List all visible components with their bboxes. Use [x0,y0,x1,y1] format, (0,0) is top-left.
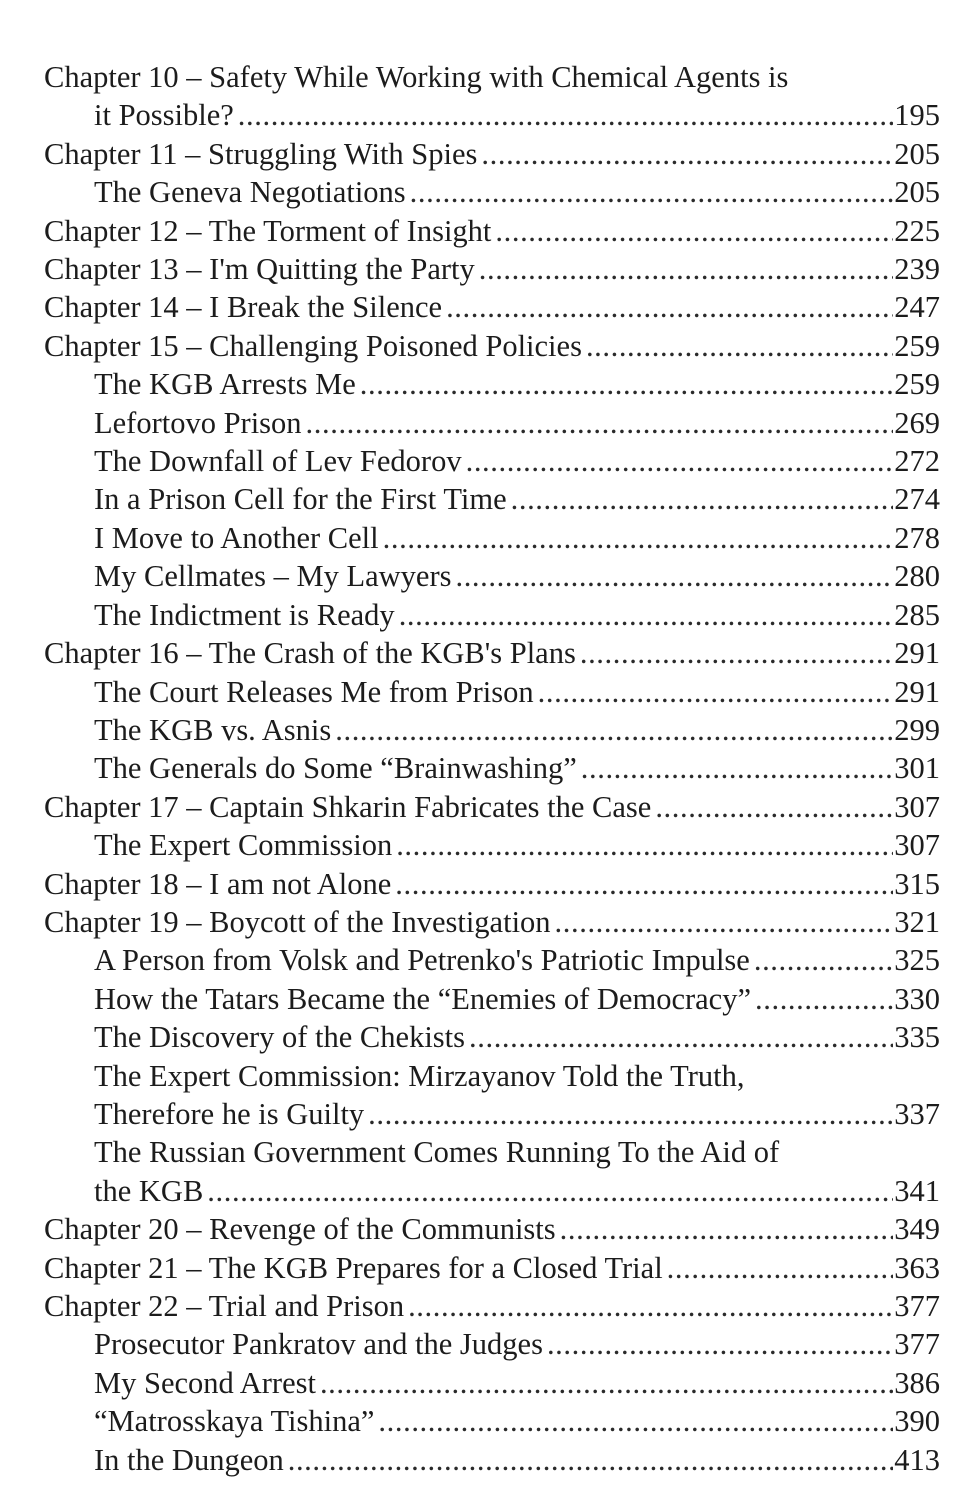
toc-subentry [44,1018,940,1056]
toc-chapter-entry [44,788,940,826]
dot-leader [408,1287,893,1325]
toc-subentry [44,404,940,442]
toc-subentry [44,826,940,864]
entry-title: The KGB Arrests Me [94,367,356,402]
toc-chapter-entry [44,1210,940,1248]
toc-chapter-entry [44,135,940,173]
entry-title: The Indictment is Ready [94,597,395,632]
toc-subentry [44,673,940,711]
entry-title: The Expert Commission [94,828,393,863]
page-number: 363 [894,1250,940,1285]
entry-title: How the Tatars Became the “Enemies of Democracy” [94,981,752,1016]
dot-leader [383,519,894,557]
page-number: 205 [894,175,940,210]
toc-subentry [44,711,940,749]
page-number: 390 [894,1404,940,1439]
page-number: 337 [894,1096,940,1131]
dot-leader [410,173,894,211]
entry-title: Chapter 11 – Struggling With Spies [44,136,478,171]
entry-title: The KGB vs. Asnis [94,712,332,747]
page-number: 259 [894,367,940,402]
toc-subentry [44,980,940,1018]
entry-title: A Person from Volsk and Petrenko's Patriotic Impulse [94,943,750,978]
dot-leader [586,327,893,365]
toc-subentry [44,1133,940,1210]
dot-leader [547,1325,893,1363]
entry-title: Chapter 20 – Revenge of the Communists [44,1212,556,1247]
page-number: 301 [894,751,940,786]
entry-title: Chapter 21 – The KGB Prepares for a Closed Trial [44,1250,663,1285]
entry-title-continuation: the KGB [94,1173,204,1208]
entry-title: The Discovery of the Chekists [94,1020,466,1055]
entry-title: The Geneva Negotiations [94,175,406,210]
table-of-contents [44,58,940,1479]
dot-leader [399,596,894,634]
entry-title: The Court Releases Me from Prison [94,674,534,709]
dot-leader [469,1018,893,1056]
toc-chapter-entry [44,903,940,941]
dot-leader [378,1402,893,1440]
entry-title: My Second Arrest [94,1365,316,1400]
entry-title: “Matrosskaya Tishina” [94,1404,375,1439]
entry-title: The Generals do Some “Brainwashing” [94,751,577,786]
toc-subentry [44,557,940,595]
dot-leader [288,1441,894,1479]
entry-title: My Cellmates – My Lawyers [94,559,452,594]
page-number: 205 [894,136,940,171]
entry-title: In the Dungeon [94,1442,284,1477]
page-number: 413 [894,1442,940,1477]
entry-title: The Russian Government Comes Running To the Aid of [94,1135,780,1170]
entry-title: Chapter 16 – The Crash of the KGB's Plans [44,636,576,671]
toc-subentry [44,1325,940,1363]
page-number: 349 [894,1212,940,1247]
page-number: 247 [894,290,940,325]
entry-title: Chapter 17 – Captain Shkarin Fabricates the Case [44,789,652,824]
entry-title: Chapter 14 – I Break the Silence [44,290,443,325]
entry-title: Chapter 22 – Trial and Prison [44,1289,405,1323]
page-number: 259 [894,328,940,363]
dot-leader [667,1249,894,1287]
dot-leader [238,96,893,134]
page-number: 291 [894,674,940,709]
dot-leader [455,557,893,595]
entry-title: Lefortovo Prison [94,405,302,440]
dot-leader [481,135,893,173]
entry-title: I Move to Another Cell [94,520,379,555]
dot-leader [580,634,893,672]
toc-chapter-entry [44,634,940,672]
dot-leader [446,288,893,326]
toc-subentry [44,596,940,634]
page-number: 299 [894,712,940,747]
toc-chapter-entry [44,58,940,135]
entry-title: Chapter 18 – I am not Alone [44,866,392,901]
toc-chapter-entry [44,865,940,903]
entry-title: Chapter 15 – Challenging Poisoned Policies [44,328,582,363]
page-number: 272 [894,444,940,479]
toc-chapter-entry [44,212,940,250]
toc-subentry [44,519,940,557]
toc-chapter-entry [44,1249,940,1287]
page-number: 315 [894,866,940,901]
page-number: 239 [894,252,940,287]
entry-title: Chapter 19 – Boycott of the Investigation [44,904,551,939]
dot-leader [538,673,894,711]
dot-leader [511,480,894,518]
page-number: 330 [894,981,940,1016]
toc-chapter-entry [44,250,940,288]
dot-leader [396,826,893,864]
dot-leader [335,711,893,749]
dot-leader [479,250,894,288]
toc-subentry [44,941,940,979]
entry-title: Chapter 10 – Safety While Working with Chemical Agents is [44,60,789,94]
page-number: 285 [894,597,940,632]
page-number: 377 [894,1289,940,1323]
toc-chapter-entry [44,1287,940,1325]
dot-leader [466,442,894,480]
entry-title: In a Prison Cell for the First Time [94,482,507,517]
entry-title: Prosecutor Pankratov and the Judges [94,1327,543,1362]
toc-subentry [44,365,940,403]
entry-title-continuation: it Possible? [94,98,234,133]
page-number: 307 [894,828,940,863]
toc-subentry [44,749,940,787]
page-number: 269 [894,405,940,440]
toc-subentry [44,1057,940,1134]
dot-leader [306,404,894,442]
page-number: 278 [894,520,940,555]
toc-chapter-entry [44,288,940,326]
page-number: 274 [894,482,940,517]
toc-subentry [44,1441,940,1479]
entry-title: Chapter 13 – I'm Quitting the Party [44,252,475,287]
page-number: 335 [894,1020,940,1055]
dot-leader [360,365,893,403]
dot-leader [555,903,894,941]
dot-leader [207,1172,893,1210]
toc-subentry [44,442,940,480]
dot-leader [755,980,893,1018]
entry-title-continuation: Therefore he is Guilty [94,1096,365,1131]
page-number: 341 [894,1173,940,1208]
toc-subentry [44,1364,940,1402]
page-number: 225 [894,213,940,248]
page-number: 321 [894,904,940,939]
page-number: 195 [894,98,940,133]
toc-subentry [44,173,940,211]
dot-leader [560,1210,894,1248]
dot-leader [754,941,893,979]
dot-leader [368,1095,893,1133]
toc-subentry [44,1402,940,1440]
page-number: 280 [894,559,940,594]
page-number: 291 [894,636,940,671]
dot-leader [395,865,893,903]
dot-leader [655,788,893,826]
toc-chapter-entry [44,327,940,365]
entry-title: The Expert Commission: Mirzayanov Told the Truth, [94,1058,745,1093]
dot-leader [581,749,893,787]
dot-leader [320,1364,893,1402]
entry-title: The Downfall of Lev Fedorov [94,444,462,479]
page-number: 377 [894,1327,940,1362]
page-number: 307 [894,789,940,824]
toc-subentry [44,480,940,518]
page-number: 386 [894,1365,940,1400]
page-number: 325 [894,943,940,978]
entry-title: Chapter 12 – The Torment of Insight [44,213,492,248]
dot-leader [495,212,893,250]
